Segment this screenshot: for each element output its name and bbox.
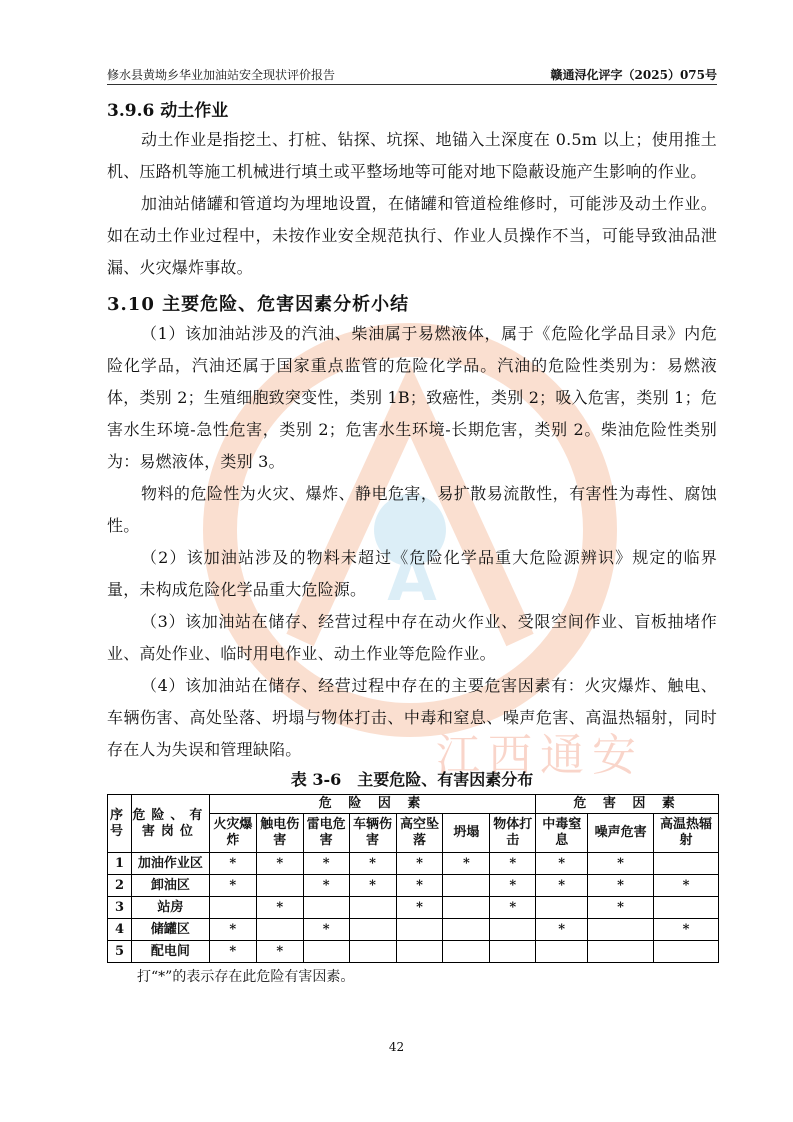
- svg-text:A: A: [387, 542, 437, 616]
- hazard-mark: *: [303, 853, 349, 875]
- section-3-10-title: 3.10 主要危险、危害因素分析小结: [107, 294, 410, 315]
- factor-header: 火灾爆炸: [209, 814, 256, 853]
- hazard-mark: [443, 941, 490, 963]
- hazard-mark: *: [209, 875, 256, 897]
- hazard-mark: *: [654, 875, 719, 897]
- hazard-mark: [588, 919, 654, 941]
- row-number: 5: [108, 941, 132, 963]
- hazard-mark: *: [490, 853, 536, 875]
- summary-paragraph: 物料的危险性为火灾、爆炸、静电危害，易扩散易流散性，有害性为毒性、腐蚀性。: [107, 484, 717, 535]
- hazard-mark: *: [536, 919, 588, 941]
- hazard-mark: [536, 941, 588, 963]
- svg-text:江西通安: 江西通安: [436, 730, 644, 781]
- table-row: [108, 897, 719, 919]
- row-number: 4: [108, 919, 132, 941]
- hazard-mark: *: [588, 853, 654, 875]
- hazard-mark: [256, 875, 303, 897]
- table-caption: 表 3-6 主要危险、有害因素分布: [290, 770, 534, 789]
- hazard-mark: *: [396, 897, 443, 919]
- hazard-mark: [443, 875, 490, 897]
- hazard-mark: [588, 941, 654, 963]
- hazard-mark: [536, 897, 588, 919]
- hazard-mark: *: [443, 853, 490, 875]
- hazard-mark: *: [256, 941, 303, 963]
- hazard-mark: [349, 897, 396, 919]
- header-document-number: 赣通浔化评字（2025）075号: [550, 68, 717, 82]
- table-row: [108, 941, 719, 963]
- hazard-mark: [209, 897, 256, 919]
- row-post: 配电间: [131, 941, 209, 963]
- hazard-mark: [490, 919, 536, 941]
- table-row: [108, 875, 719, 897]
- header-report-title: 修水县黄坳乡华业加油站安全现状评价报告: [107, 68, 336, 82]
- hazard-mark: *: [209, 941, 256, 963]
- hazard-mark: [654, 853, 719, 875]
- row-number: 1: [108, 853, 132, 875]
- factor-header: 车辆伤害: [349, 814, 396, 853]
- hazard-mark: [256, 919, 303, 941]
- factor-header: 触电伤害: [256, 814, 303, 853]
- hazard-mark: *: [396, 853, 443, 875]
- hazard-distribution-table: [107, 794, 719, 963]
- page-number: 42: [388, 1040, 405, 1054]
- hazard-mark: *: [490, 897, 536, 919]
- summary-paragraph: （3）该加油站在储存、经营过程中存在动火作业、受限空间作业、盲板抽堵作业、高处作业、临时用电作业、动土作业等危险作业。: [107, 612, 717, 663]
- header-serial-number: 序号: [108, 795, 132, 853]
- row-post: 卸油区: [131, 875, 209, 897]
- hazard-mark: *: [209, 919, 256, 941]
- table-row: [108, 853, 719, 875]
- factor-header: 高空坠落: [396, 814, 443, 853]
- row-post: 站房: [131, 897, 209, 919]
- row-post: 加油作业区: [131, 853, 209, 875]
- table-row: [108, 919, 719, 941]
- hazard-mark: [396, 941, 443, 963]
- factor-header: 物体打击: [490, 814, 536, 853]
- hazard-mark: *: [536, 853, 588, 875]
- hazard-mark: *: [588, 897, 654, 919]
- table-footnote: 打“*”的表示存在此危险有害因素。: [137, 969, 355, 985]
- factor-header: 雷电危害: [303, 814, 349, 853]
- hazard-mark: [349, 941, 396, 963]
- header-post: 危险、有害岗位: [131, 795, 209, 853]
- hazard-mark: [349, 919, 396, 941]
- section-3-9-6-paragraph: 动土作业是指挖土、打桩、钻探、坑探、地锚入土深度在 0.5m 以上；使用推土机、压路机等施工机械进行填土或平整场地等可能对地下隐蔽设施产生影响的作业。: [107, 130, 717, 181]
- section-3-9-6-paragraph: 加油站储罐和管道均为埋地设置，在储罐和管道检维修时，可能涉及动土作业。如在动土作业过程中，未按作业安全规范执行、作业人员操作不当，可能导致油品泄漏、火灾爆炸事故。: [107, 194, 717, 277]
- hazard-mark: *: [396, 875, 443, 897]
- hazard-mark: [490, 941, 536, 963]
- factor-header: 噪声危害: [588, 814, 654, 853]
- hazard-mark: *: [490, 875, 536, 897]
- row-number: 2: [108, 875, 132, 897]
- hazard-mark: *: [209, 853, 256, 875]
- factor-header: 中毒窒息: [536, 814, 588, 853]
- page-header: [107, 66, 717, 85]
- hazard-mark: [443, 919, 490, 941]
- section-3-9-6-title: 3.9.6 动土作业: [107, 101, 229, 121]
- hazard-mark: *: [654, 919, 719, 941]
- hazard-mark: [443, 897, 490, 919]
- hazard-mark: [303, 897, 349, 919]
- page-body: [107, 98, 717, 987]
- hazard-mark: *: [303, 919, 349, 941]
- summary-paragraph: （2）该加油站涉及的物料未超过《危险化学品重大危险源辨识》规定的临界量，未构成危险化学品重大危险源。: [107, 548, 717, 599]
- hazard-mark: *: [588, 875, 654, 897]
- summary-paragraph: （4）该加油站在储存、经营过程中存在的主要危害因素有：火灾爆炸、触电、车辆伤害、高处坠落、坍塌与物体打击、中毒和窒息、噪声危害、高温热辐射，同时存在人为失误和管理缺陷。: [107, 676, 717, 759]
- hazard-mark: *: [536, 875, 588, 897]
- hazard-mark: *: [256, 897, 303, 919]
- hazard-mark: *: [256, 853, 303, 875]
- hazard-mark: *: [349, 875, 396, 897]
- factor-header: 高温热辐射: [654, 814, 719, 853]
- hazard-mark: [303, 941, 349, 963]
- summary-paragraph: （1）该加油站涉及的汽油、柴油属于易燃液体，属于《危险化学品目录》内危险化学品，汽油还属于国家重点监管的危险化学品。汽油的危险性类别为：易燃液体，类别 2；生殖细胞致突变性，类别 1B；致癌性，类别 2；吸入危害，类别 1；危害水生环境-急性危害，类别 2；危害水生环境-长期危害，类别 2。柴油危险性类别为：易燃液体，类别 3。: [107, 324, 717, 471]
- row-post: 储罐区: [131, 919, 209, 941]
- hazard-mark: *: [349, 853, 396, 875]
- row-number: 3: [108, 897, 132, 919]
- factor-header: 坍塌: [443, 814, 490, 853]
- hazard-mark: [654, 897, 719, 919]
- header-danger-group: 危 险 因 素: [209, 795, 535, 814]
- hazard-mark: *: [303, 875, 349, 897]
- hazard-mark: [396, 919, 443, 941]
- header-harm-group: 危 害 因 素: [536, 795, 719, 814]
- hazard-mark: [654, 941, 719, 963]
